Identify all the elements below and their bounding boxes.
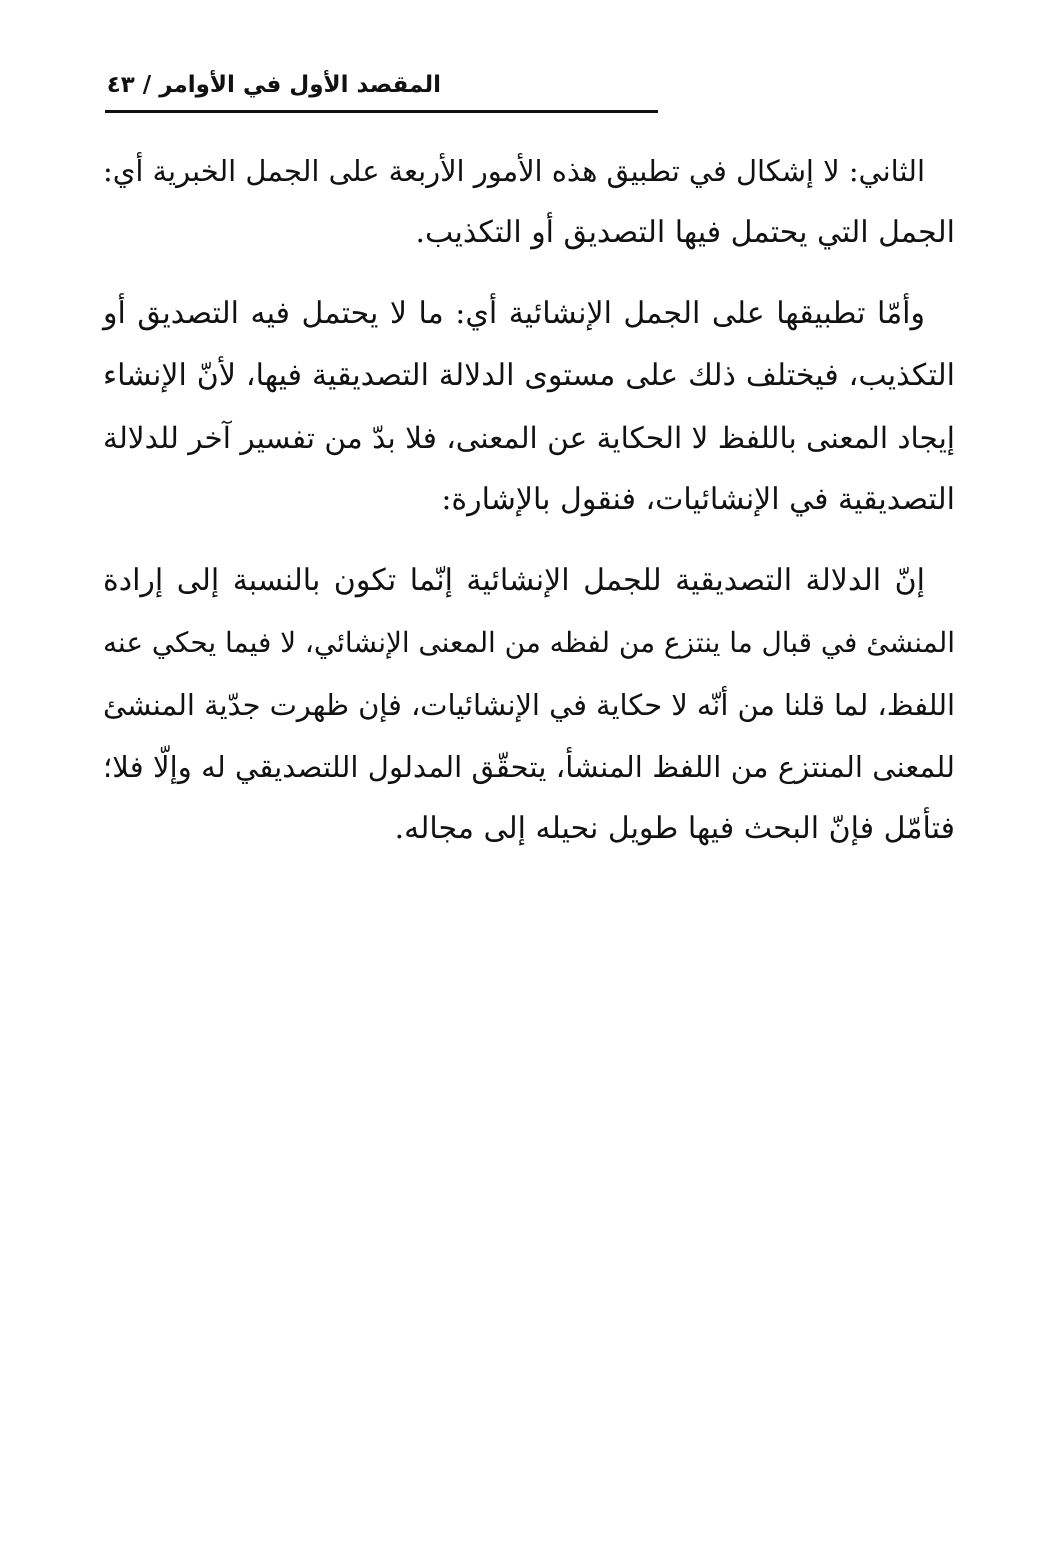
text-line: وأمّا تطبيقها على الجمل الإنشائية أي: ما لا يحتمل فيه التصديق أو [103,296,925,331]
text-line: إيجاد المعنى باللفظ لا الحكاية عن المعنى، فلا بدّ من تفسير آخر للدلالة [103,421,955,455]
text-line: للمعنى المنتزع من اللفظ المنشأ، يتحقّق المدلول اللتصديقي له وإلّا فلا؛ [103,750,955,784]
text-line: المنشئ في قبال ما ينتزع من لفظه من المعنى الإنشائي، لا فيما يحكي عنه [103,626,955,659]
header-rule [105,110,658,113]
running-header: المقصد الأول في الأوامر / ٤٣ [106,72,441,98]
text-line: اللفظ، لما قلنا من أنّه لا حكاية في الإنشائيات، فإن ظهرت جدّية المنشئ [103,688,955,722]
text-line: الثاني: لا إشكال في تطبيق هذه الأمور الأربعة على الجمل الخبرية أي: [103,154,925,188]
text-line: فتأمّل فإنّ البحث فيها طويل نحيله إلى مجاله. [394,811,955,846]
text-line: التصديقية في الإنشائيات، فنقول بالإشارة: [441,482,955,517]
text-line: التكذيب، فيختلف ذلك على مستوى الدلالة التصديقية فيها، لأنّ الإنشاء [103,358,955,393]
paragraph-2 [103,283,955,531]
paragraph-3 [103,550,955,860]
text-line: إنّ الدلالة التصديقية للجمل الإنشائية إنّما تكون بالنسبة إلى إرادة [103,563,925,598]
text-line: الجمل التي يحتمل فيها التصديق أو التكذيب. [415,215,955,250]
body-text [103,140,955,860]
paragraph-1 [103,140,955,264]
